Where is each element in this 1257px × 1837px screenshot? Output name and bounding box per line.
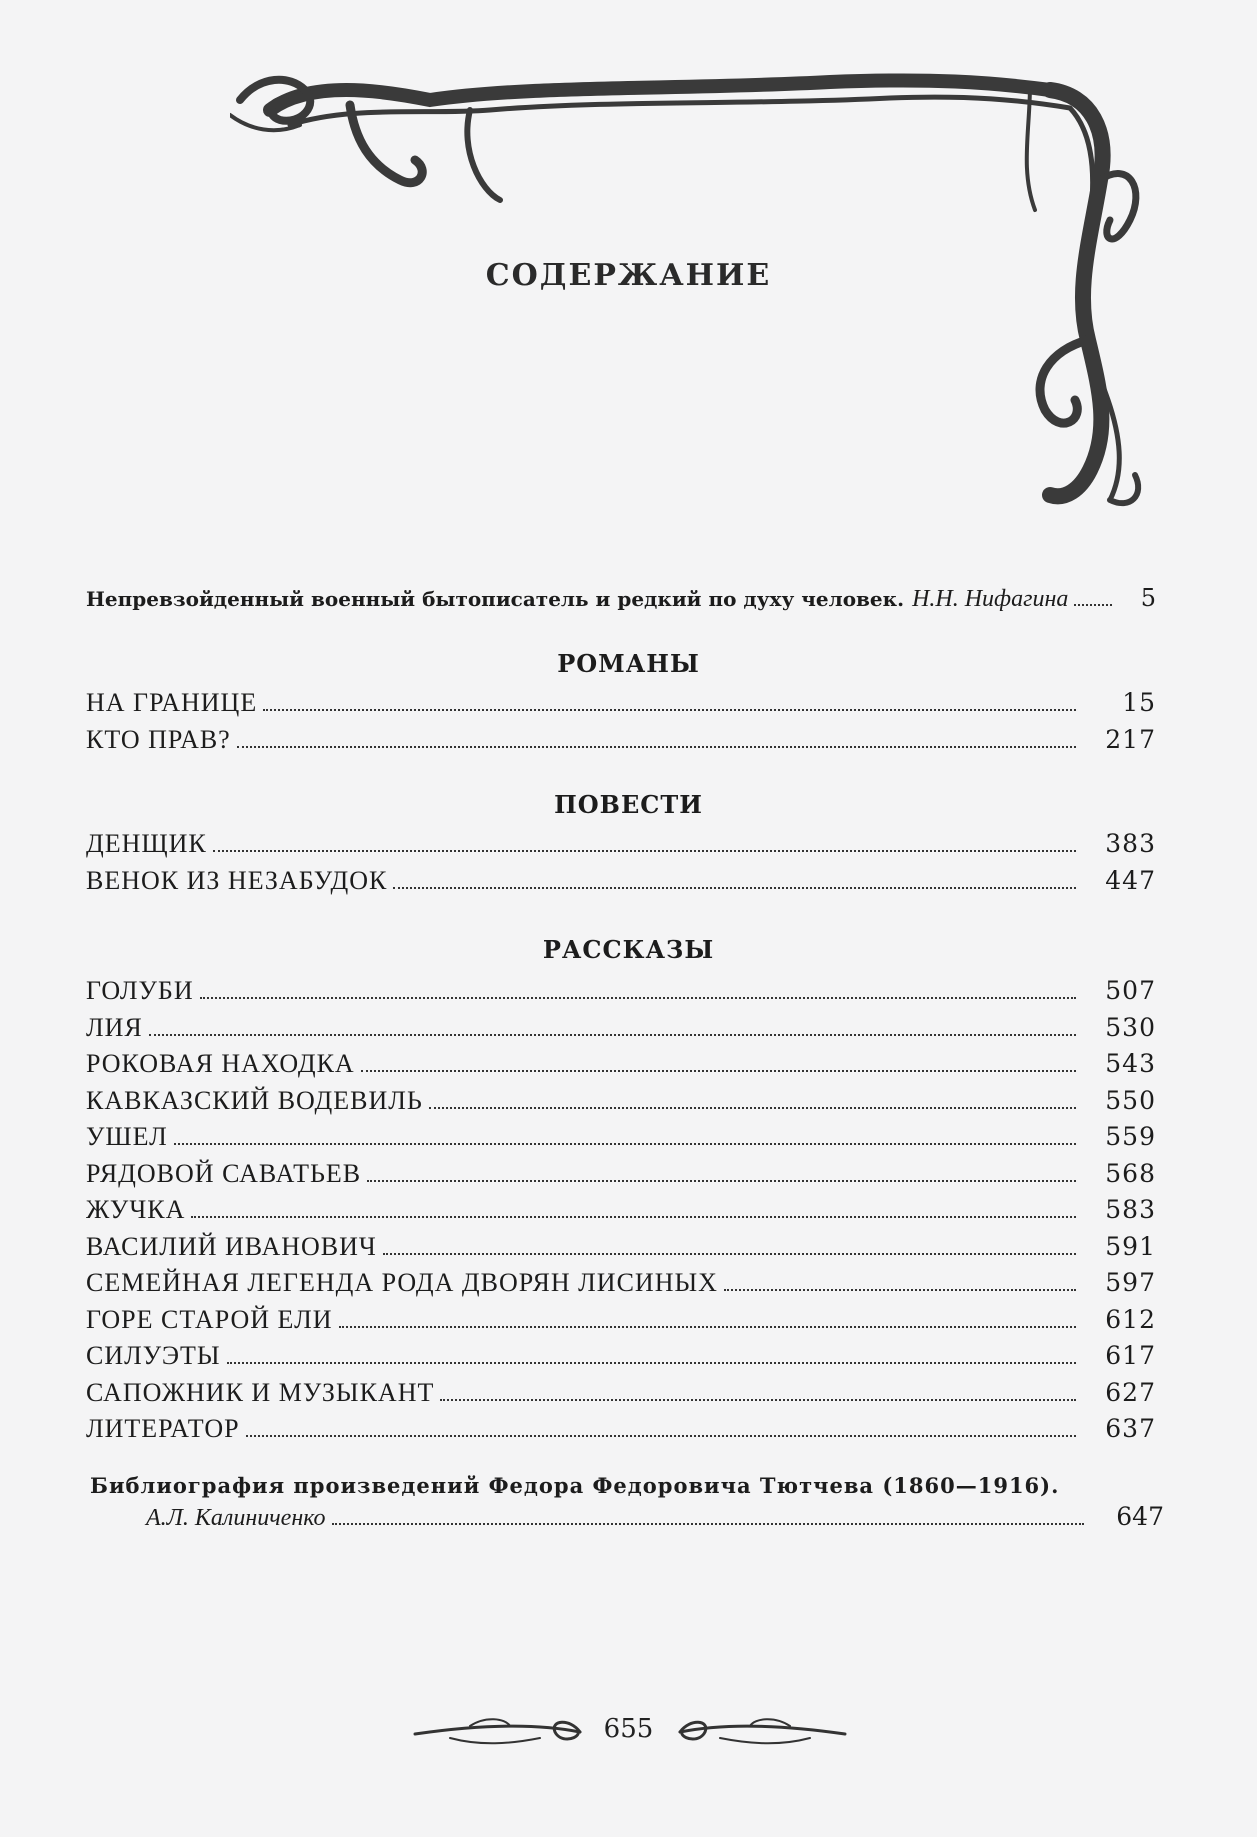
entry-page: 583 (1105, 1195, 1156, 1224)
toc-list-novellas (86, 829, 1156, 906)
toc-entry[interactable] (86, 1268, 1156, 1305)
section-heading-stories: РАССКАЗЫ (542, 935, 715, 964)
toc-entry[interactable] (86, 1122, 1156, 1159)
entry-page: 543 (1105, 1049, 1156, 1078)
entry-title: НА ГРАНИЦЕ (86, 688, 258, 717)
toc-entry[interactable] (86, 1305, 1156, 1342)
entry-title: ГОРЕ СТАРОЙ ЕЛИ (86, 1304, 333, 1334)
entry-page: 617 (1105, 1341, 1156, 1370)
leader-dots (200, 997, 1076, 999)
entry-page: 550 (1105, 1085, 1156, 1115)
toc-entry[interactable] (86, 688, 1156, 725)
toc-entry[interactable] (86, 976, 1156, 1013)
leader-dots (237, 746, 1076, 748)
entry-page: 627 (1105, 1377, 1156, 1407)
entry-page: 530 (1105, 1012, 1156, 1042)
entry-page: 383 (1105, 829, 1156, 858)
leader-dots (440, 1399, 1076, 1401)
toc-list-stories (86, 976, 1156, 1451)
page-title: СОДЕРЖАНИЕ (485, 258, 772, 293)
entry-title: ЛИЯ (86, 1012, 143, 1042)
entry-title: РЯДОВОЙ САВАТЬЕВ (86, 1158, 362, 1188)
leader-dots (246, 1435, 1076, 1437)
leader-dots (339, 1326, 1077, 1328)
bibliography-title: Библиография произведений Федора Федоровича Тютчева (1860—1916). (90, 1473, 1060, 1498)
entry-page: 447 (1105, 865, 1156, 895)
entry-page: 591 (1105, 1231, 1156, 1261)
toc-entry[interactable] (86, 1232, 1156, 1269)
art-nouveau-corner-ornament (230, 70, 1180, 520)
toc-entry[interactable] (86, 1013, 1156, 1050)
entry-title: КАВКАЗСКИЙ ВОДЕВИЛЬ (86, 1085, 423, 1115)
entry-page: 612 (1105, 1304, 1156, 1334)
leader-dots (227, 1362, 1076, 1364)
leader-dots (393, 887, 1076, 889)
toc-entry[interactable] (86, 1341, 1156, 1378)
leader-dots (429, 1107, 1076, 1109)
toc-list-novels (86, 688, 1156, 761)
entry-title: ЛИТЕРАТОР (86, 1414, 240, 1443)
toc-entry[interactable] (86, 1378, 1156, 1415)
bibliography-page: 647 (1116, 1502, 1164, 1531)
section-heading-novels: РОМАНЫ (557, 649, 700, 678)
entry-page: 15 (1122, 688, 1156, 717)
entry-title: ДЕНЩИК (86, 829, 207, 858)
leader-dots (191, 1216, 1076, 1218)
entry-page: 568 (1105, 1158, 1156, 1188)
toc-entry-bibliography[interactable] (146, 1502, 1164, 1532)
toc-entry[interactable] (86, 1049, 1156, 1086)
entry-title: УШЕЛ (86, 1122, 168, 1151)
leader-dots (213, 850, 1076, 852)
entry-page: 507 (1105, 976, 1156, 1005)
toc-entry-intro[interactable] (86, 584, 1156, 613)
intro-title: Непревзойденный военный бытописатель и редкий по духу человек. (86, 587, 905, 611)
bibliography-author: А.Л. Калиниченко (146, 1505, 326, 1531)
leader-dots (332, 1523, 1084, 1525)
leader-dots (383, 1253, 1076, 1255)
toc-entry[interactable] (86, 725, 1156, 762)
section-heading-novellas: ПОВЕСТИ (554, 790, 703, 819)
leader-dots (149, 1034, 1076, 1036)
entry-title: КТО ПРАВ? (86, 724, 231, 754)
entry-title: ВЕНОК ИЗ НЕЗАБУДОК (86, 865, 388, 895)
toc-entry[interactable] (86, 1086, 1156, 1123)
leader-dots (724, 1289, 1076, 1291)
entry-page: 217 (1105, 724, 1156, 754)
entry-title: ЖУЧКА (86, 1195, 186, 1224)
toc-entry[interactable] (86, 866, 1156, 906)
entry-title: САПОЖНИК И МУЗЫКАНТ (86, 1377, 435, 1407)
leader-dots (263, 709, 1076, 711)
entry-page: 559 (1105, 1122, 1156, 1151)
toc-entry[interactable] (86, 1195, 1156, 1232)
entry-page: 597 (1105, 1268, 1156, 1297)
leader-dots (361, 1070, 1076, 1072)
leader-dots (174, 1143, 1076, 1145)
entry-title: ГОЛУБИ (86, 976, 194, 1005)
page-number: 655 (603, 1714, 654, 1744)
toc-entry[interactable] (86, 1159, 1156, 1196)
entry-title: СИЛУЭТЫ (86, 1341, 221, 1370)
entry-title: СЕМЕЙНАЯ ЛЕГЕНДА РОДА ДВОРЯН ЛИСИНЫХ (86, 1268, 718, 1297)
entry-page: 637 (1105, 1414, 1156, 1443)
toc-entry[interactable] (86, 829, 1156, 866)
leader-dots (367, 1180, 1076, 1182)
leader-dots (1074, 604, 1112, 606)
entry-title: РОКОВАЯ НАХОДКА (86, 1049, 355, 1078)
intro-author: Н.Н. Нифагина (912, 586, 1069, 612)
entry-title: ВАСИЛИЙ ИВАНОВИЧ (86, 1231, 377, 1261)
intro-page: 5 (1140, 584, 1156, 612)
toc-entry[interactable] (86, 1414, 1156, 1451)
